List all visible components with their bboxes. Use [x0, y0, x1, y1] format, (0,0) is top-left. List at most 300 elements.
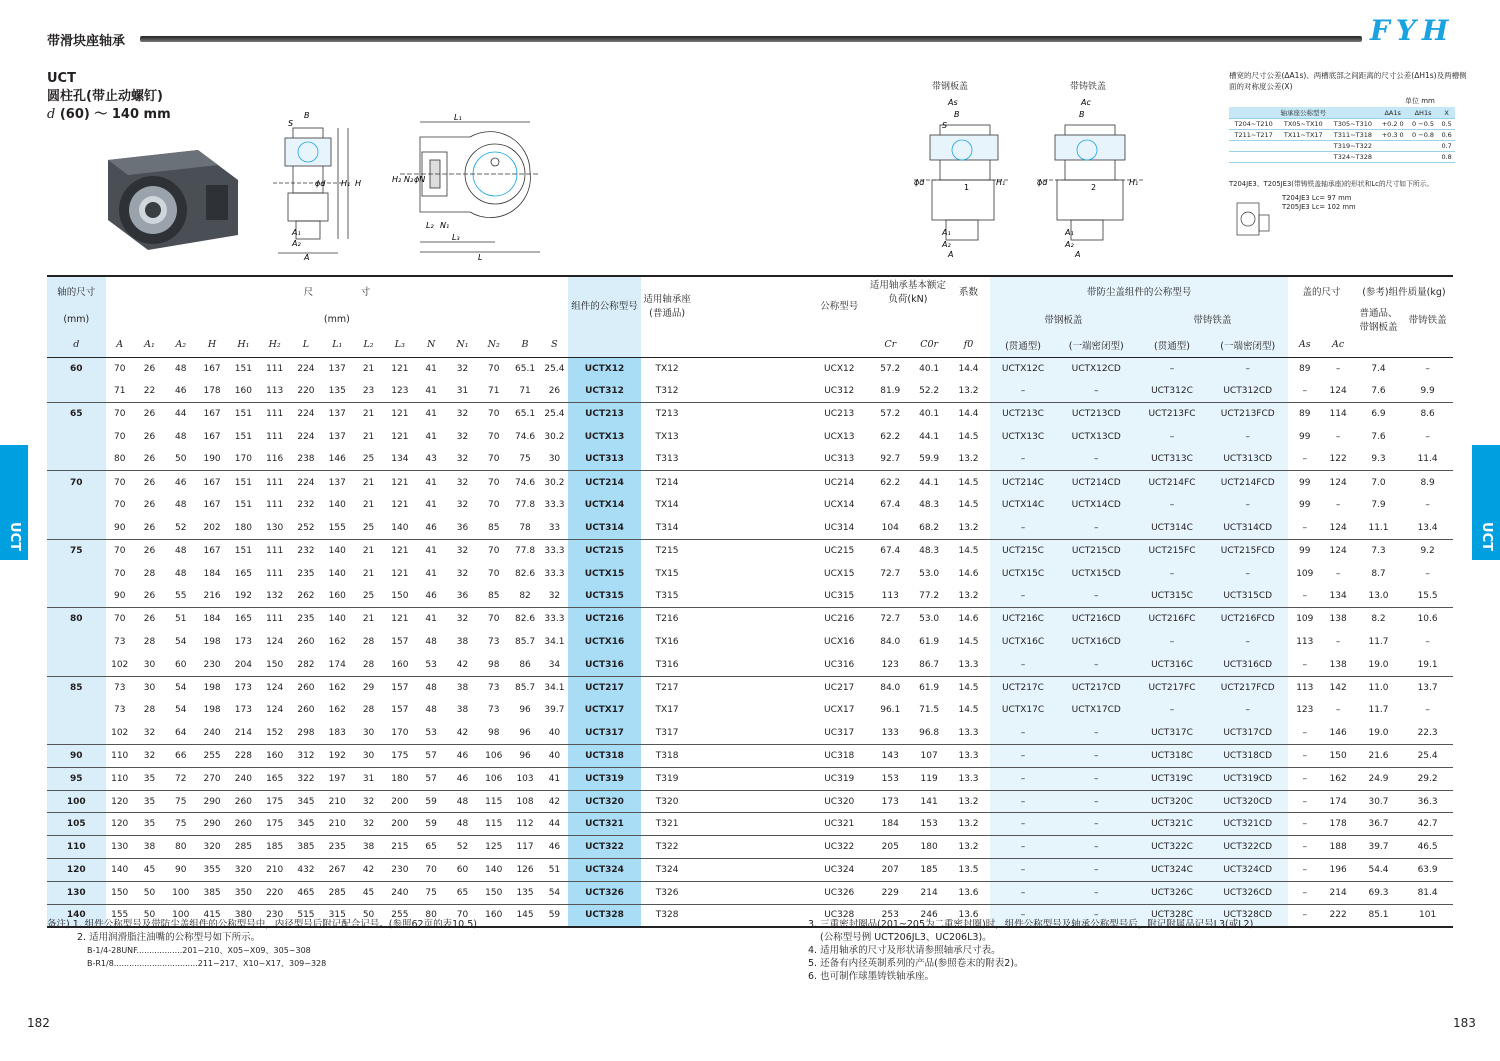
table-cell: 117	[509, 836, 540, 859]
table-cell: 72.7	[869, 608, 911, 631]
table-row	[47, 859, 1453, 882]
table-cell: –	[1425, 636, 1430, 647]
table-cell: 98	[488, 727, 500, 738]
table-cell: 100	[165, 904, 196, 927]
table-cell: 228	[228, 745, 259, 768]
col-symbol: d	[47, 333, 106, 357]
tol-head: 轴承座公称型号	[1229, 107, 1378, 119]
table-cell: UCTX15CD	[1056, 562, 1137, 585]
table-cell: UC216	[809, 608, 869, 631]
table-cell: 26	[134, 357, 165, 380]
table-cell: T313	[655, 454, 679, 465]
table-cell: UCT216FCD	[1207, 608, 1288, 631]
table-cell: 48	[175, 568, 187, 579]
table-cell: 222	[1321, 904, 1354, 927]
col-symbol	[641, 333, 694, 357]
table-cell: 13.2	[958, 385, 979, 396]
table-cell: 48	[175, 431, 187, 442]
col-symbol	[1402, 333, 1453, 357]
table-cell: UC214	[809, 471, 869, 494]
table-cell: 70	[488, 431, 500, 442]
table-row	[47, 653, 1453, 676]
table-cell: –	[1056, 585, 1137, 608]
table-cell: 11.7	[1368, 705, 1389, 716]
spacer-cell	[693, 722, 809, 745]
table-cell: –	[1207, 357, 1288, 380]
table-cell: 32	[456, 568, 469, 579]
table-cell: UC324	[809, 859, 869, 882]
table-cell: 8.7	[1371, 568, 1386, 579]
table-cell: UCT328C	[1137, 904, 1208, 927]
svg-text:ϕd: ϕd	[1037, 178, 1048, 187]
spacer-cell	[693, 494, 809, 517]
table-cell: UCX17	[824, 705, 855, 716]
table-cell: –	[1288, 767, 1321, 790]
table-cell: 140	[322, 608, 353, 631]
note-2: 2. 适用润滑脂注油嘴的公称型号如下所示。	[77, 932, 261, 943]
table-cell: 77.2	[919, 591, 940, 602]
table-cell: T318	[641, 745, 694, 768]
col-symbol: H	[196, 333, 227, 357]
table-cell: –	[1056, 859, 1137, 882]
table-cell: 50	[353, 904, 384, 927]
table-cell: 13.3	[947, 745, 990, 768]
table-cell: 220	[259, 881, 290, 904]
table-cell: 73	[488, 636, 500, 647]
table-cell: 38	[134, 836, 165, 859]
table-cell: 32	[548, 591, 561, 602]
table-cell: –	[1056, 813, 1137, 836]
tol-cell: +0.3 0	[1378, 130, 1408, 141]
tol-cell: T311~T318	[1328, 130, 1377, 141]
table-cell: UCT326	[568, 881, 641, 904]
table-cell: –	[990, 448, 1056, 471]
table-cell: 19.0	[1368, 659, 1389, 670]
table-cell: 224	[297, 431, 315, 442]
spacer-cell	[693, 790, 809, 813]
table-cell: 33.3	[541, 539, 568, 562]
table-cell: UCTX15	[568, 562, 641, 585]
spacer-cell	[693, 403, 809, 426]
table-cell: UCT215CD	[1056, 539, 1137, 562]
notes-left	[47, 918, 477, 970]
table-cell: 235	[297, 568, 315, 579]
spacer-cell	[693, 562, 809, 585]
table-cell: 185	[259, 836, 290, 859]
table-cell: 216	[203, 591, 221, 602]
table-cell: 75	[416, 881, 447, 904]
col-symbol: L₃	[384, 333, 415, 357]
table-cell: UCT318	[568, 745, 641, 768]
table-cell: 30	[362, 727, 375, 738]
table-cell: 35	[134, 813, 165, 836]
table-cell: UCTX15C	[990, 562, 1056, 585]
table-cell: 190	[203, 454, 221, 465]
table-cell: UC326	[809, 881, 869, 904]
series-heading	[47, 70, 171, 124]
table-cell: 11.7	[1368, 636, 1389, 647]
table-cell: 432	[290, 859, 321, 882]
table-cell: –	[1056, 904, 1137, 927]
table-cell: 30	[143, 659, 156, 670]
table-cell: TX15	[655, 568, 679, 579]
table-cell: 385	[196, 881, 227, 904]
table-cell: 44	[165, 403, 196, 426]
col-head-assembly: 组件的公称型号	[568, 276, 641, 333]
table-cell: UCT214FCD	[1207, 471, 1288, 494]
col-symbol: C0r	[911, 333, 946, 357]
table-cell: 198	[196, 676, 227, 699]
tol-cell: T211~T217	[1229, 130, 1278, 141]
table-cell: 38	[353, 836, 384, 859]
col-head-unit: (mm)	[47, 305, 106, 333]
table-cell: –	[990, 881, 1056, 904]
table-cell: T316	[655, 659, 679, 670]
table-cell: 33.3	[544, 500, 565, 511]
table-cell: 36	[456, 522, 469, 533]
table-cell: 32	[353, 813, 384, 836]
svg-text:L₂: L₂	[426, 221, 434, 230]
table-cell: 104	[881, 522, 899, 533]
table-cell: UCT213C	[990, 403, 1056, 426]
table-cell: 137	[322, 471, 353, 494]
table-cell: 8.6	[1402, 403, 1453, 426]
table-cell: T213	[641, 403, 694, 426]
table-cell: T314	[655, 522, 679, 533]
table-cell: T328	[641, 904, 694, 927]
table-cell: UCT324	[568, 859, 641, 882]
table-cell: –	[990, 859, 1056, 882]
table-cell: 41	[541, 767, 568, 790]
table-cell: –	[1207, 631, 1288, 654]
table-cell: 14.5	[947, 539, 990, 562]
table-cell: 124	[1329, 522, 1347, 533]
table-cell: 48	[165, 357, 196, 380]
table-cell: 140	[391, 522, 409, 533]
table-cell: 53.0	[911, 608, 946, 631]
col-head-factor: 系数	[947, 276, 990, 305]
table-cell: 15.5	[1417, 591, 1438, 602]
table-cell: 90	[113, 591, 126, 602]
tol-head: ΔA1s	[1378, 107, 1408, 119]
table-cell: 78	[519, 522, 531, 533]
table-cell: 70	[113, 500, 126, 511]
table-cell: 135	[509, 881, 540, 904]
table-cell: 90	[113, 522, 126, 533]
table-cell: 62.2	[869, 471, 911, 494]
table-cell: 232	[297, 500, 315, 511]
table-cell: 32	[447, 357, 478, 380]
table-cell: 240	[228, 767, 259, 790]
table-cell: 13.7	[1402, 676, 1453, 699]
table-cell: 315	[322, 904, 353, 927]
table-cell: 6.9	[1355, 403, 1402, 426]
table-cell: 22.3	[1417, 727, 1438, 738]
table-cell: 111	[259, 539, 290, 562]
table-cell: UCT324C	[1137, 859, 1208, 882]
table-cell: 197	[322, 767, 353, 790]
table-cell: 42	[541, 790, 568, 813]
table-cell: 122	[1329, 454, 1347, 465]
spacer-cell	[693, 836, 809, 859]
table-cell: UCT213	[568, 403, 641, 426]
table-cell: –	[1288, 790, 1321, 813]
col-symbol: (贯通型)	[1137, 333, 1208, 357]
table-cell: 145	[509, 904, 540, 927]
table-cell: 215	[384, 836, 415, 859]
table-cell: UCTX13CD	[1056, 425, 1137, 448]
table-cell: –	[990, 813, 1056, 836]
table-cell: UCX14	[824, 500, 855, 511]
table-cell: 75	[165, 813, 196, 836]
tol-cell: +0.2 0	[1378, 119, 1408, 130]
table-cell: 9.9	[1420, 385, 1435, 396]
table-cell: 52	[175, 522, 187, 533]
table-cell: –	[1056, 745, 1137, 768]
table-cell: 153	[911, 813, 946, 836]
table-cell: UCT312C	[1137, 380, 1208, 403]
table-cell: 70	[488, 568, 500, 579]
table-cell: 151	[228, 403, 259, 426]
svg-text:L₁: L₁	[454, 113, 462, 122]
table-cell: 113	[1288, 676, 1321, 699]
table-cell: 84.0	[869, 676, 911, 699]
table-cell: 134	[1329, 591, 1347, 602]
table-cell: 59	[541, 904, 568, 927]
table-cell: 200	[384, 790, 415, 813]
table-cell: –	[1335, 431, 1341, 442]
table-cell: 9.3	[1371, 454, 1386, 465]
table-cell: 126	[509, 859, 540, 882]
note-3a: (公称型号例 UCT206JL3、UC206L3)。	[820, 932, 992, 943]
table-cell: T317	[655, 727, 679, 738]
table-cell: 82.6	[515, 568, 536, 579]
table-cell: 175	[384, 745, 415, 768]
table-cell: 99	[1299, 431, 1311, 442]
svg-text:A₂: A₂	[1065, 240, 1074, 249]
table-cell: 155	[328, 522, 346, 533]
svg-text:N₂: N₂	[404, 175, 414, 184]
table-cell: T217	[641, 676, 694, 699]
table-cell: UCT313C	[1137, 448, 1208, 471]
tol-cell: 0.7	[1438, 141, 1455, 152]
table-cell: 70	[478, 357, 509, 380]
tol-cell: T204~T210	[1229, 119, 1278, 130]
table-cell: 70	[106, 608, 134, 631]
table-cell	[47, 653, 106, 676]
table-cell: 465	[290, 881, 321, 904]
table-cell: 260	[297, 636, 315, 647]
table-cell: 50	[134, 904, 165, 927]
table-cell: 34.1	[544, 636, 565, 647]
table-cell: –	[1425, 705, 1430, 716]
table-row	[47, 767, 1453, 790]
table-cell: 150	[106, 881, 134, 904]
spacer-cell	[693, 676, 809, 699]
table-cell: 70	[106, 403, 134, 426]
note-4: 4. 适用轴承的尺寸及形状请参照轴承尺寸表。	[808, 945, 1001, 956]
table-cell: 96	[519, 705, 531, 716]
table-cell: –	[1288, 859, 1321, 882]
col-symbol: A₁	[134, 333, 165, 357]
table-cell: 174	[1321, 790, 1354, 813]
table-cell: UCT213FC	[1137, 403, 1208, 426]
table-cell: 67.4	[869, 539, 911, 562]
table-cell: 214	[911, 881, 946, 904]
table-cell: 183	[328, 727, 346, 738]
spacer-cell	[693, 517, 809, 540]
table-cell: 200	[384, 813, 415, 836]
table-cell: 106	[478, 745, 509, 768]
table-cell: 240	[384, 881, 415, 904]
table-cell: 84.0	[880, 636, 901, 647]
table-cell: 253	[869, 904, 911, 927]
table-cell: –	[1335, 500, 1341, 511]
table-cell: UCT312	[568, 380, 641, 403]
table-cell: 46	[541, 836, 568, 859]
table-row	[47, 813, 1453, 836]
table-cell: –	[1207, 494, 1288, 517]
table-cell: 415	[196, 904, 227, 927]
table-cell: UC217	[809, 676, 869, 699]
table-cell: 184	[869, 813, 911, 836]
table-cell: 7.0	[1355, 471, 1402, 494]
table-cell: 54	[175, 705, 187, 716]
table-cell: –	[990, 653, 1056, 676]
table-cell: 46	[175, 385, 187, 396]
table-cell: 32	[447, 608, 478, 631]
table-cell: 162	[1321, 767, 1354, 790]
table-cell: UCT324CD	[1207, 859, 1288, 882]
col-symbol: (贯通型)	[990, 333, 1056, 357]
table-cell: 290	[196, 790, 227, 813]
spacer-cell	[693, 745, 809, 768]
svg-text:L: L	[478, 253, 483, 262]
cast-cover-drawing	[1035, 95, 1145, 260]
table-cell: 74.6	[515, 431, 536, 442]
table-cell: 107	[911, 745, 946, 768]
col-head-mass-cast: 带铸铁盖	[1408, 315, 1447, 326]
table-cell: –	[1288, 881, 1321, 904]
table-cell: 32	[447, 539, 478, 562]
table-cell: 174	[328, 659, 346, 670]
table-cell: 32	[143, 727, 156, 738]
table-cell: 60	[47, 357, 106, 380]
table-cell: UCTX12	[568, 357, 641, 380]
table-cell: 22	[143, 385, 156, 396]
table-cell: 157	[391, 705, 409, 716]
table-cell: 50	[175, 454, 187, 465]
table-cell: 13.3	[947, 767, 990, 790]
table-cell: 140	[106, 859, 134, 882]
table-cell: 113	[881, 591, 899, 602]
tol-cell: T319~T322	[1328, 141, 1377, 152]
side-tab-left	[0, 445, 28, 560]
table-cell: 69.3	[1355, 881, 1402, 904]
table-cell: 42	[456, 727, 469, 738]
table-cell: 57	[416, 767, 447, 790]
table-cell: –	[1207, 699, 1288, 722]
col-symbol: (一端密闭型)	[1056, 333, 1137, 357]
col-symbol: f0	[947, 333, 990, 357]
svg-text:A: A	[1075, 250, 1081, 259]
table-cell: 38	[456, 636, 469, 647]
table-cell: 45	[353, 881, 384, 904]
table-row	[47, 403, 1453, 426]
svg-text:A: A	[948, 250, 954, 259]
table-cell: –	[1425, 431, 1430, 442]
table-cell: 123	[881, 659, 899, 670]
tol-cell: 0.8	[1438, 152, 1455, 163]
table-cell: –	[990, 722, 1056, 745]
table-cell: 110	[106, 745, 134, 768]
table-cell: 72.7	[880, 568, 901, 579]
table-cell: 165	[228, 608, 259, 631]
table-cell: TX12	[641, 357, 694, 380]
tol-cell: TX05~TX10	[1278, 119, 1328, 130]
table-cell: 28	[362, 636, 375, 647]
svg-text:H₁: H₁	[341, 179, 351, 188]
table-cell: 33	[548, 522, 561, 533]
table-cell: UCT320CD	[1207, 790, 1288, 813]
dimension-table	[47, 275, 1453, 928]
table-cell: UCT217	[568, 676, 641, 699]
table-cell: UCT315CD	[1207, 585, 1288, 608]
table-cell: 11.0	[1355, 676, 1402, 699]
table-cell: 26	[143, 431, 156, 442]
table-row	[47, 722, 1453, 745]
table-cell: UCTX14C	[990, 494, 1056, 517]
table-cell: 260	[290, 676, 321, 699]
table-cell: 96.1	[880, 705, 901, 716]
table-cell: 103	[509, 767, 540, 790]
notes-right	[808, 918, 1253, 983]
note-2b: B-R1/8.................................211~217、X10~X17、309~328	[87, 959, 327, 968]
table-cell: 113	[1296, 636, 1314, 647]
table-cell: 41	[425, 385, 437, 396]
tol-head: X	[1438, 107, 1455, 119]
side-tab-label: UCT	[1478, 522, 1494, 551]
table-cell: 198	[203, 705, 221, 716]
table-cell: 28	[143, 568, 156, 579]
table-cell: 26	[548, 385, 561, 396]
table-cell: –	[1302, 727, 1308, 738]
table-cell: 121	[384, 357, 415, 380]
table-row	[47, 608, 1453, 631]
table-cell: UCT314	[568, 517, 641, 540]
table-cell: 13.2	[947, 790, 990, 813]
note-3: 3. 三重密封圈品(201~205为二重密封圈)时，组件公称型号及轴承公称型号后，附记附属品记号L3(或L2)	[808, 919, 1254, 930]
table-cell: 48	[425, 705, 437, 716]
table-cell: –	[1402, 357, 1453, 380]
table-cell: –	[1137, 562, 1208, 585]
col-symbol: H₁	[228, 333, 259, 357]
svg-text:H: H	[355, 179, 362, 188]
table-cell: 124	[266, 636, 284, 647]
table-cell: 70	[47, 471, 106, 494]
table-cell: 14.5	[947, 471, 990, 494]
table-cell: 100	[47, 790, 106, 813]
table-cell: 153	[869, 767, 911, 790]
table-cell: T315	[655, 591, 679, 602]
table-cell: 137	[322, 357, 353, 380]
table-cell: UCTX17	[568, 699, 641, 722]
side-tab-right	[1472, 445, 1500, 560]
table-cell: 46	[425, 522, 437, 533]
table-cell: 70	[416, 859, 447, 882]
table-cell: 123	[1296, 705, 1314, 716]
table-cell: 24.9	[1355, 767, 1402, 790]
